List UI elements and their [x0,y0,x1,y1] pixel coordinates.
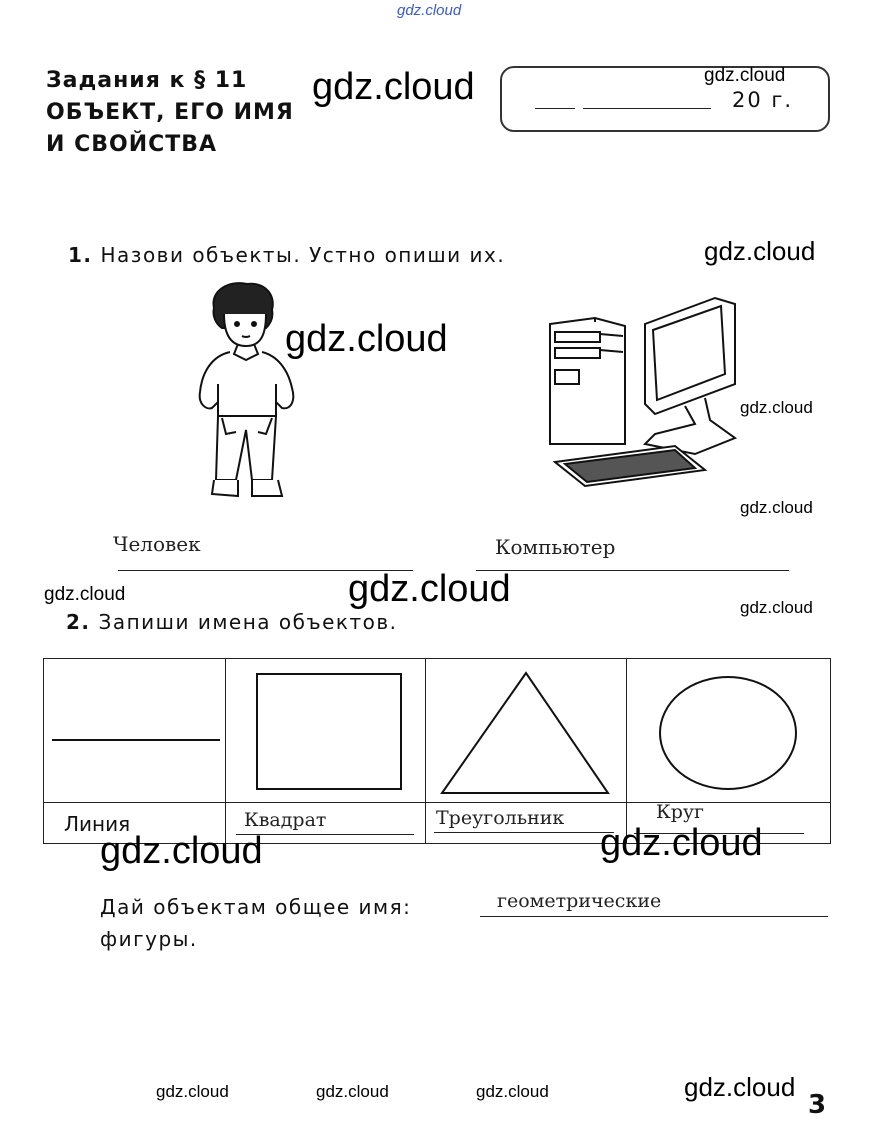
line-shape [52,737,222,743]
date-line-1 [535,108,575,109]
task-2-number: 2. [66,610,91,634]
common-name-tail: фигуры. [100,927,198,951]
watermark: gdz.cloud [100,830,263,872]
section-title-line3: И СВОЙСТВА [46,132,218,157]
shape-name-triangle: Треугольник [436,807,565,829]
task-1-number: 1. [68,243,93,267]
date-line-2 [583,108,711,109]
task-2-label: Запиши имена объектов. [98,610,398,634]
watermark: gdz.cloud [740,498,813,517]
shape-answer-line-square [236,834,414,835]
watermark: gdz.cloud [312,66,475,108]
shapes-table [43,658,831,844]
table-row-divider [44,802,830,803]
boy-illustration [192,280,302,505]
watermark: gdz.cloud [316,1082,389,1101]
watermark: gdz.cloud [476,1082,549,1101]
watermark: gdz.cloud [740,598,813,617]
date-suffix: 20 г. [732,88,794,112]
task-1-text [68,243,505,267]
watermark-top: gdz.cloud [397,2,462,19]
page-number: 3 [808,1090,827,1120]
shape-answer-line-triangle [434,832,614,833]
common-name-line [480,916,828,917]
watermark: gdz.cloud [600,822,763,864]
answer-line-right [476,570,789,571]
watermark: gdz.cloud [348,568,511,610]
section-title-line2: ОБЪЕКТ, ЕГО ИМЯ [46,100,294,125]
task-1-label: Назови объекты. Устно опиши их. [100,243,506,267]
watermark: gdz.cloud [684,1072,796,1102]
answer-computer: Компьютер [495,535,616,559]
triangle-shape [440,671,612,797]
watermark: gdz.cloud [704,236,816,266]
circle-shape [658,675,800,793]
task-2-text [66,610,398,634]
square-shape [256,673,406,793]
section-title-line1: Задания к § 11 [46,68,248,93]
watermark: gdz.cloud [740,398,813,417]
watermark: gdz.cloud [285,318,448,360]
common-name-answer: геометрические [497,890,662,912]
watermark: gdz.cloud [704,65,786,86]
computer-illustration [545,294,740,494]
shape-name-square: Квадрат [244,809,327,831]
common-name-prompt: Дай объектам общее имя: [100,895,412,919]
watermark: gdz.cloud [44,584,126,605]
watermark: gdz.cloud [156,1082,229,1101]
shape-name-line: Линия [64,812,131,836]
answer-human: Человек [113,532,201,556]
shape-name-circle: Круг [656,801,705,823]
